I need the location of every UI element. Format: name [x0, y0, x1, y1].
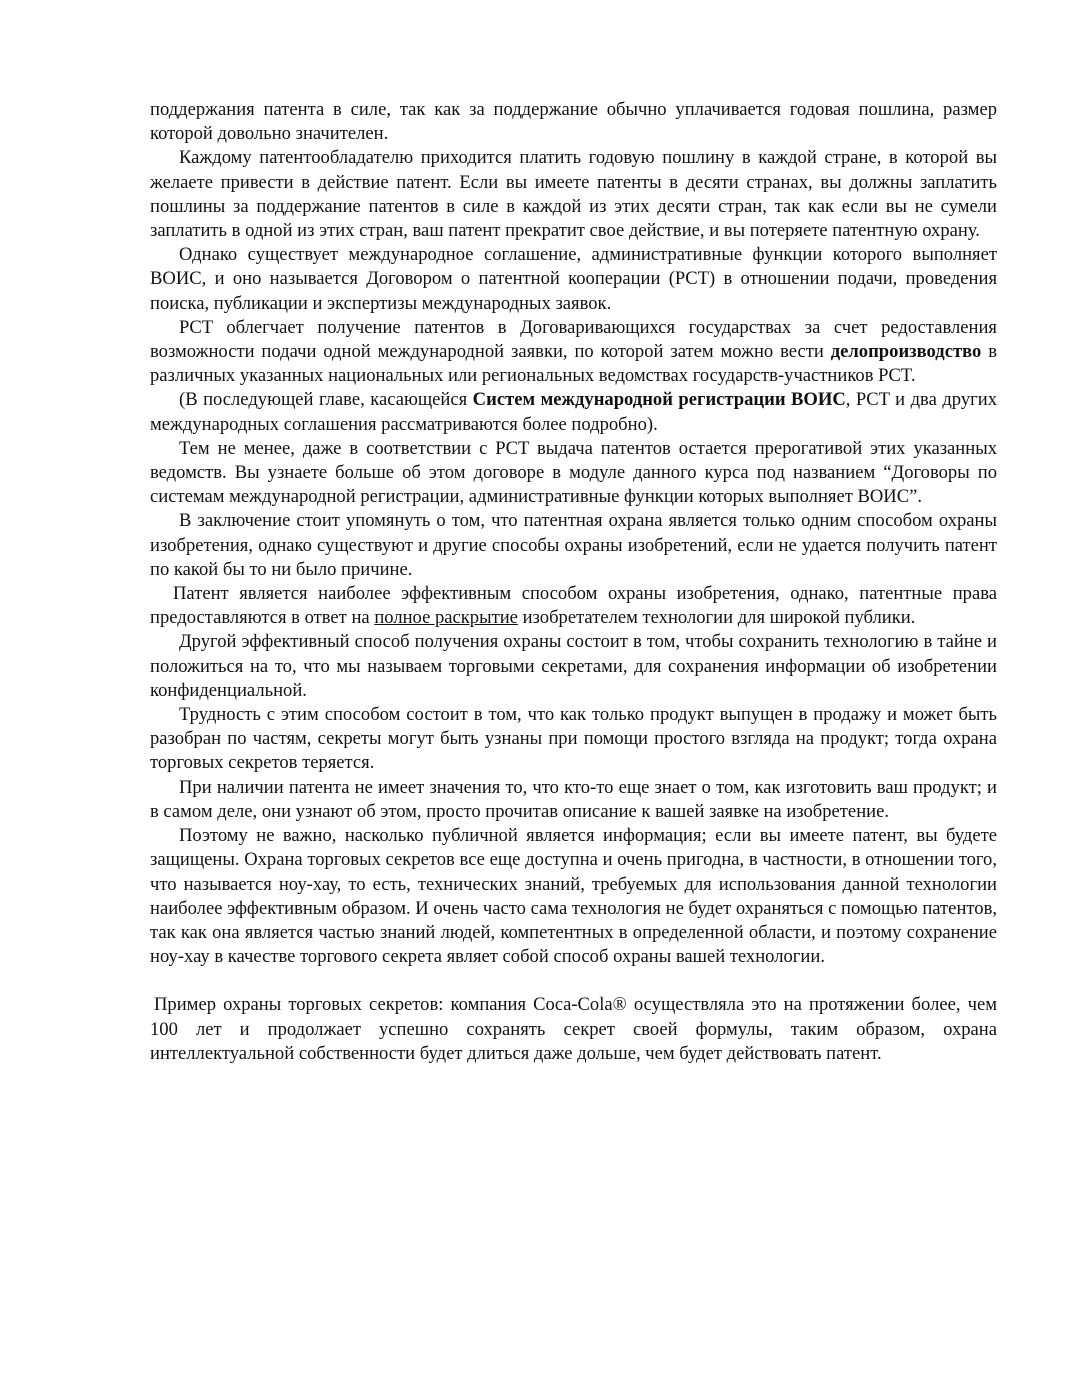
paragraph-maintenance-fee: поддержания патента в силе, так как за поддержание обычно уплачивается годовая пошлина, размер которой довольно значителен.	[150, 99, 997, 145]
paragraph-conclusion: В заключение стоит упомянуть о том, что патентная охрана является только одним способом охраны изобретения, однако существуют и другие способы охраны изобретений, если не удается получить патент по какой бы то ни было причине.	[150, 510, 997, 580]
paragraph-next-chapter	[150, 388, 997, 436]
document-page	[150, 98, 997, 1066]
paragraph-coca-cola-example: Пример охраны торговых секретов: компания Coca-Cola® осуществляла это на протяжении более, чем 100 лет и продолжает успешно сохранять секрет своей формулы, таким образом, охрана интеллектуальной собственности будет длиться даже дольше, чем будет действовать патент.	[150, 994, 997, 1064]
underlined-term-full-disclosure: полное раскрытие	[374, 607, 518, 629]
paragraph-gap	[150, 969, 997, 993]
paragraph-patent-disclosure	[150, 582, 997, 630]
bold-term-registration-systems: Систем международной регистрации ВОИС	[472, 389, 846, 411]
text-span: , PCT и два других международных соглашения рассматриваются более подробно).	[150, 389, 997, 435]
text-span: (В последующей главе, касающейся	[179, 389, 473, 411]
text-span: изобретателем технологии для широкой публики.	[517, 607, 916, 629]
paragraph-pct-prerogative: Тем не менее, даже в соответствии с PCT выдача патентов остается прерогативой этих указанных ведомств. Вы узнаете больше об этом договоре в модуле данного курса под названием “Договоры по системам международной регистрации, административные функции которых выполняет ВОИС”.	[150, 437, 997, 508]
text-span: Патент является наиболее эффективным способом охраны изобретения, однако, патентные права предоставляются в ответ на	[150, 583, 997, 629]
text-span: в различных указанных национальных или региональных ведомствах государств-участников PCT.	[150, 341, 997, 387]
paragraph-pct-benefits	[150, 316, 997, 389]
paragraph-trade-secrets: Другой эффективный способ получения охраны состоит в том, чтобы сохранить технологию в тайне и положиться на то, что мы называем торговыми секретами, для сохранения информации об изобретении конфиденциальной.	[150, 631, 997, 701]
paragraph-international-agreement: Однако существует международное соглашение, административные функции которого выполняет ВОИС, и оно называется Договором о патентной кооперации (PCT) в отношении подачи, проведения поиска, публикации и экспертизы международных заявок.	[150, 244, 997, 314]
paragraph-know-how: Поэтому не важно, насколько публичной является информация; если вы имеете патент, вы будете защищены. Охрана торговых секретов все еще доступна и очень пригодна, в частности, в отношении того, что называется ноу-хау, то есть, технических знаний, требуемых для использования данной технологии наиболее эффективным образом. И очень часто сама технология не будет охраняться с помощью патентов, так как она является частью знаний людей, компетентных в определенной области, и поэтому сохранение ноу-хау в качестве торгового секрета являет собой способ охраны вашей технологии.	[150, 825, 997, 968]
paragraph-difficulty: Трудность с этим способом состоит в том, что как только продукт выпущен в продажу и может быть разобран по частям, секреты могут быть узнаны при помощи простого взгляда на продукт; тогда охрана торговых секретов теряется.	[150, 704, 997, 774]
paragraph-annual-fee: Каждому патентообладателю приходится платить годовую пошлину в каждой стране, в которой вы желаете привести в действие патент. Если вы имеете патенты в десяти странах, вы должны заплатить пошлины за поддержание патентов в силе в каждой из этих десяти стран, так как если вы не сумели заплатить в одной из этих стран, ваш патент прекратит свое действие, и вы потеряете патентную охрану.	[150, 147, 997, 242]
paragraph-patent-advantage: При наличии патента не имеет значения то, что кто-то еще знает о том, как изготовить ваш продукт; и в самом деле, они узнают об этом, просто прочитав описание к вашей заявке на изобретение.	[150, 776, 997, 822]
bold-term-procedure: делопроизводство	[830, 341, 982, 363]
text-span: PCT облегчает получение патентов в Договаривающихся государствах за счет редоставления возможности подачи одной международной заявки, по которой затем можно вести	[150, 316, 997, 363]
